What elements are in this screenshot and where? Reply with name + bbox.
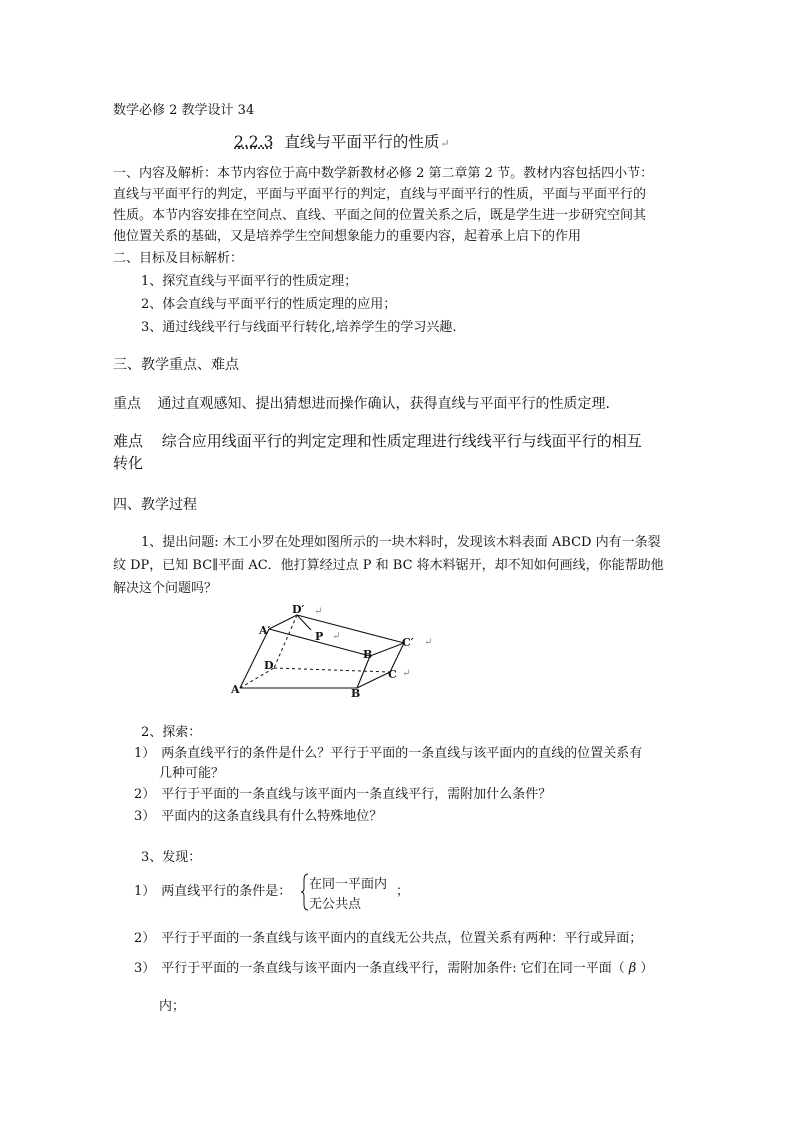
discover-item-2-text: 平行于平面的一条直线与该平面内的直线无公共点，位置关系有两种：平行或异面； xyxy=(161,931,643,946)
label-B-top: B xyxy=(363,648,373,661)
difficulty-text: 综合应用线面平行的判定定理和性质定理进行线线平行与线面平行的相互 xyxy=(161,432,642,450)
brace-tail: ； xyxy=(396,884,410,899)
explore-item-3-num: 3） xyxy=(134,809,156,824)
explore-item-1-num: 1） xyxy=(134,746,156,761)
discover-heading: 3、发现： xyxy=(141,850,202,865)
section4-heading: 四、教学过程 xyxy=(113,497,197,513)
explore-item-2 xyxy=(134,783,551,802)
goal-item-1: 1、探究直线与平面平行的性质定理； xyxy=(141,274,358,289)
label-D-prime: D′ xyxy=(292,603,305,616)
figure-mark-1: ↵ xyxy=(314,606,323,617)
brace-line-2: 无公共点 xyxy=(309,897,362,912)
discover-item-3-close: ） xyxy=(640,961,654,976)
label-A-prime: A′ xyxy=(259,624,271,637)
discover-item-1-text: 两直线平行的条件是： xyxy=(161,884,292,899)
discover-item-1 xyxy=(134,880,291,899)
section2-heading: 二、目标及目标解析： xyxy=(113,251,244,266)
explore-item-2-num: 2） xyxy=(134,787,156,802)
difficulty xyxy=(113,430,642,451)
explore-item-3 xyxy=(134,805,382,824)
section1-line-3: 性质。本节内容安排在空间点、直线、平面之间的位置关系之后，既是学生进一步研究空间其 xyxy=(113,208,647,223)
document-header: 数学必修 2 教学设计 34 xyxy=(113,103,255,118)
label-P: P xyxy=(315,630,324,643)
discover-item-3-text: 平行于平面的一条直线与该平面内一条直线平行，需附加条件: 它们在同一平面（ xyxy=(161,961,625,976)
discover-item-2-num: 2） xyxy=(134,931,156,946)
figure-mark-3: ↵ xyxy=(424,637,433,648)
section1-line-2: 直线与平面平行的判定，平面与平面平行的判定，直线与平面平行的性质，平面与平面平行的 xyxy=(113,187,647,202)
question1-line-2: 纹 DP，已知 BC∥平面 AC．他打算经过点 P 和 BC 将木料锯开，却不知如何画线，你能帮助他 xyxy=(113,558,664,573)
difficulty-label: 难点 xyxy=(113,432,144,450)
explore-item-1 xyxy=(134,742,642,761)
explore-item-1-text: 两条直线平行的条件是什么？平行于平面的一条直线与该平面内的直线的位置关系有 xyxy=(161,746,643,761)
beta-symbol: β xyxy=(628,961,637,976)
label-D: D xyxy=(264,659,274,672)
difficulty-continuation: 转化 xyxy=(113,454,144,472)
discover-item-1-num: 1） xyxy=(134,884,156,899)
discover-item-3-num: 3） xyxy=(134,961,156,976)
explore-item-3-text: 平面内的这条直线具有什么特殊地位？ xyxy=(161,809,383,824)
discover-item-3 xyxy=(134,957,653,976)
question1-line-3: 解决这个问题吗？ xyxy=(113,581,218,596)
wood-block-figure xyxy=(222,598,440,702)
discover-item-2 xyxy=(134,927,642,946)
paragraph-mark-icon: ↵ xyxy=(440,137,450,150)
figure-mark-4: ↵ xyxy=(402,668,411,679)
goal-item-3: 3、通过线线平行与线面平行转化,培养学生的学习兴趣. xyxy=(141,320,457,335)
key-point xyxy=(113,393,619,413)
key-point-text: 通过直观感知、提出猜想进而操作确认，获得直线与平面平行的性质定理． xyxy=(157,396,620,412)
section1-line-4: 他位置关系的基础，又是培养学生空间想象能力的重要内容，起着承上启下的作用 xyxy=(113,229,582,244)
discover-item-3-cont: 内； xyxy=(159,999,186,1014)
brace-line-1: 在同一平面内 xyxy=(309,877,388,892)
explore-heading: 2、探索： xyxy=(141,725,202,740)
label-B-bottom: B xyxy=(351,687,361,700)
figure-mark-2: ↵ xyxy=(332,631,341,642)
explore-item-1-cont: 几种可能？ xyxy=(159,766,225,781)
label-C: C xyxy=(388,668,397,681)
section3-heading: 三、教学重点、难点 xyxy=(113,357,239,373)
page-title xyxy=(234,130,450,152)
section-number: 2.2.3 xyxy=(234,133,274,151)
label-A: A xyxy=(231,683,240,696)
title-text: 直线与平面平行的性质 xyxy=(284,133,440,151)
label-C-prime: C′ xyxy=(402,636,414,649)
section1-line-1: 一、内容及解析：本节内容位于高中数学新教材必修 2 第二章第 2 节。教材内容包括四小节： xyxy=(113,166,654,181)
key-point-label: 重点 xyxy=(113,396,141,412)
explore-item-2-text: 平行于平面的一条直线与该平面内一条直线平行，需附加什么条件？ xyxy=(161,787,552,802)
goal-item-2: 2、体会直线与平面平行的性质定理的应用； xyxy=(141,297,397,312)
question1-line-1: 1、提出问题: 木工小罗在处理如图所示的一块木料时，发现该木料表面 ABCD 内有一条裂 xyxy=(141,535,661,550)
